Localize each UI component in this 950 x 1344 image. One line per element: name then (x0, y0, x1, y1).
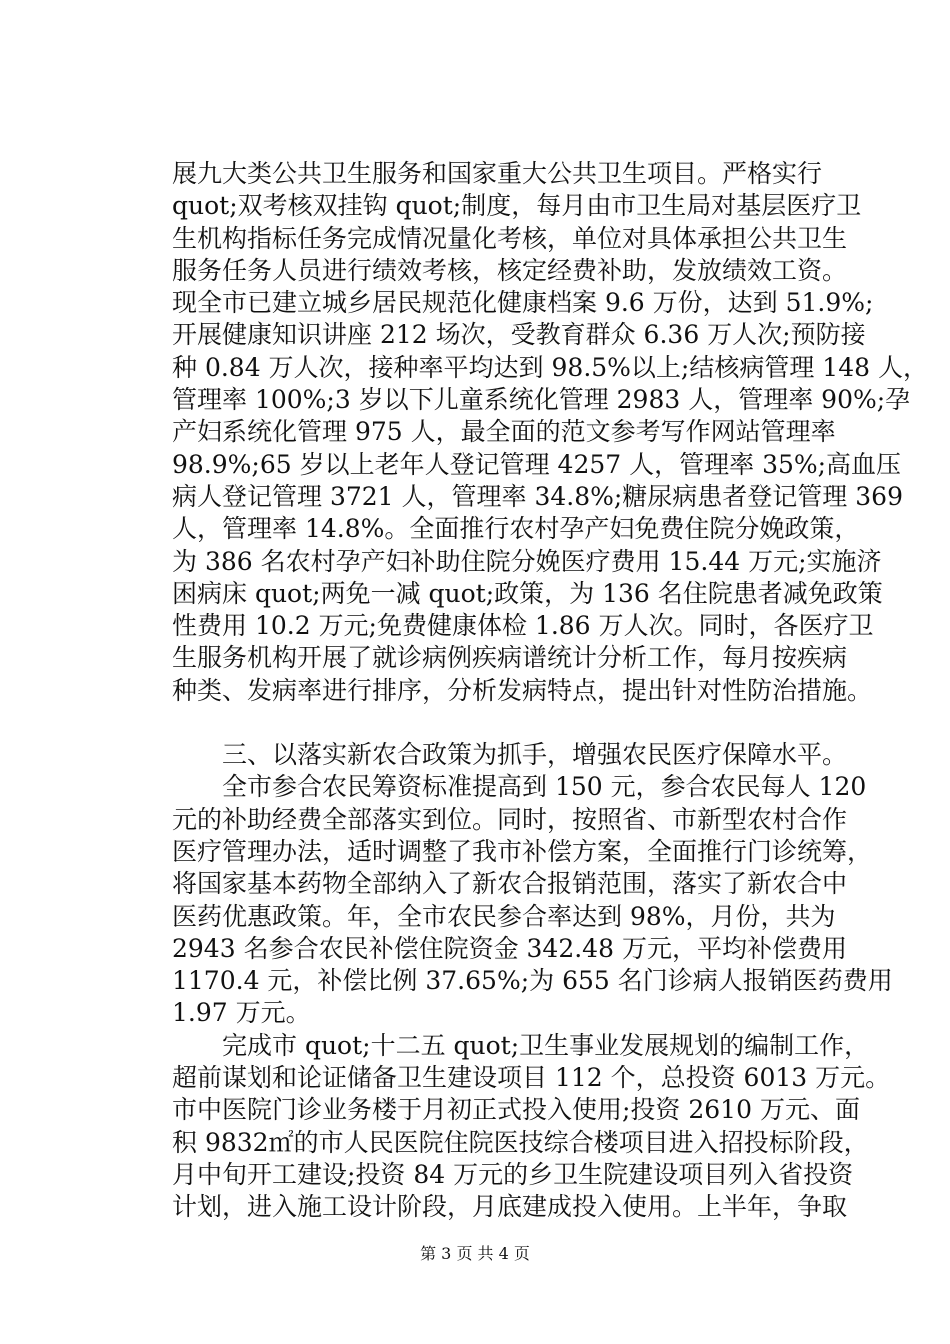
paragraph-public-health (172, 158, 928, 707)
paragraph-new-rural-cooperative (172, 739, 893, 1030)
text-line: quot;双考核双挂钩 quot;制度，每月由市卫生局对基层医疗卫 (172, 191, 862, 221)
text-line: 开展健康知识讲座 212 场次，受教育群众 6.36 万人次;预防接 (172, 320, 866, 350)
section-heading: 三、以落实新农合政策为抓手，增强农民医疗保障水平。 (172, 740, 848, 770)
text-line: 种类、发病率进行排序，分析发病特点，提出针对性防治措施。 (172, 675, 873, 705)
paragraph-gap (172, 707, 778, 739)
text-line: 生服务机构开展了就诊病例疾病谱统计分析工作，每月按疾病 (172, 643, 848, 673)
text-line: 现全市已建立城乡居民规范化健康档案 9.6 万份，达到 51.9%; (172, 288, 874, 318)
text-line: 性费用 10.2 万元;免费健康体检 1.86 万人次。同时，各医疗卫 (172, 611, 874, 641)
text-line: 种 0.84 万人次，接种率平均达到 98.5%以上;结核病管理 148 人， (172, 352, 928, 382)
text-line: 积 9832㎡的市人民医院住院医技综合楼项目进入招投标阶段， (172, 1127, 869, 1157)
document-body (172, 158, 928, 1224)
text-line: 管理率 100%;3 岁以下儿童系统化管理 2983 人，管理率 90%;孕 (172, 385, 911, 415)
text-line: 医药优惠政策。年，全市农民参合率达到 98%，月份，共为 (172, 901, 836, 931)
text-line: 人，管理率 14.8%。全面推行农村孕产妇免费住院分娩政策， (172, 514, 860, 544)
text-line: 生机构指标任务完成情况量化考核，单位对具体承担公共卫生 (172, 223, 848, 253)
text-line: 1170.4 元，补偿比例 37.65%;为 655 名门诊病人报销医药费用 (172, 966, 893, 996)
text-line: 98.9%;65 岁以上老年人登记管理 4257 人，管理率 35%;高血压 (172, 449, 902, 479)
text-line: 元的补助经费全部落实到位。同时，按照省、市新型农村合作 (172, 804, 848, 834)
text-line: 困病床 quot;两免一减 quot;政策，为 136 名住院患者减免政策 (172, 578, 883, 608)
text-line: 展九大类公共卫生服务和国家重大公共卫生项目。严格实行 (172, 159, 823, 188)
text-line: 完成市 quot;十二五 quot;卫生事业发展规划的编制工作， (172, 1030, 870, 1060)
text-line: 将国家基本药物全部纳入了新农合报销范围，落实了新农合中 (172, 869, 848, 899)
text-line: 医疗管理办法，适时调整了我市补偿方案，全面推行门诊统筹， (172, 836, 873, 866)
text-line: 服务任务人员进行绩效考核，核定经费补助，发放绩效工资。 (172, 255, 848, 285)
paragraph-planning-construction (172, 1030, 891, 1224)
text-line: 计划，进入施工设计阶段，月底建成投入使用。上半年，争取 (172, 1192, 848, 1222)
text-line: 超前谋划和论证储备卫生建设项目 112 个，总投资 6013 万元。 (172, 1063, 891, 1093)
page-footer: 第 3 页 共 4 页 (420, 1244, 530, 1263)
text-line: 为 386 名农村孕产妇补助住院分娩医疗费用 15.44 万元;实施济 (172, 546, 882, 576)
text-line: 1.97 万元。 (172, 998, 311, 1028)
text-line: 产妇系统化管理 975 人，最全面的范文参考写作网站管理率 (172, 417, 836, 447)
text-line: 月中旬开工建设;投资 84 万元的乡卫生院建设项目列入省投资 (172, 1159, 854, 1189)
text-line: 市中医院门诊业务楼于月初正式投入使用;投资 2610 万元、面 (172, 1095, 860, 1125)
text-line: 全市参合农民筹资标准提高到 150 元，参合农民每人 120 (172, 772, 867, 802)
text-line: 2943 名参合农民补偿住院资金 342.48 万元，平均补偿费用 (172, 933, 847, 963)
text-line: 病人登记管理 3721 人，管理率 34.8%;糖尿病患者登记管理 369 (172, 481, 903, 511)
